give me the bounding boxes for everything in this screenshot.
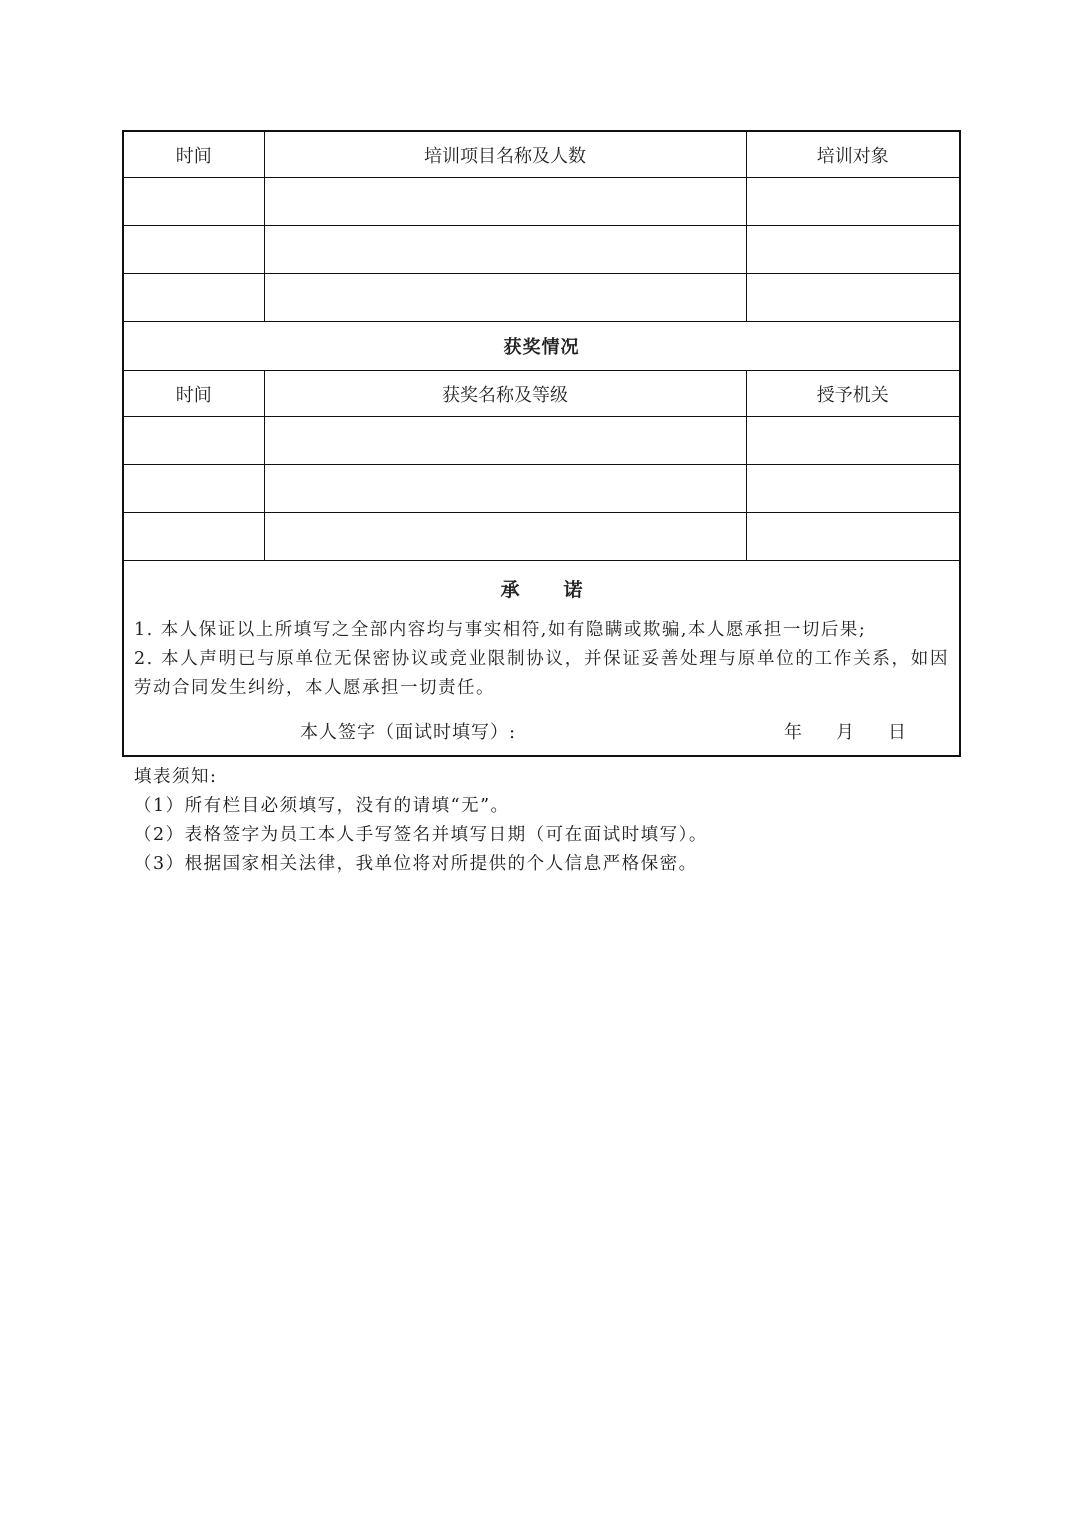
note-item: （1）所有栏目必须填写，没有的请填“无”。 (134, 796, 510, 816)
awards-section-title: 获奖情况 (123, 322, 960, 371)
training-target-cell[interactable] (746, 274, 960, 322)
training-row (123, 226, 960, 274)
awards-section-row (123, 322, 960, 371)
training-target-cell[interactable] (746, 226, 960, 274)
training-header-time: 时间 (123, 131, 264, 178)
awards-authority-cell[interactable] (746, 417, 960, 465)
pledge-title (124, 575, 959, 602)
training-header-row (123, 131, 960, 178)
awards-name-cell[interactable] (264, 417, 746, 465)
date-year-label: 年 (784, 722, 803, 743)
awards-time-cell[interactable] (123, 513, 264, 561)
date-month-label: 月 (836, 722, 855, 743)
awards-time-cell[interactable] (123, 465, 264, 513)
date-day-label: 日 (888, 722, 907, 743)
training-row (123, 274, 960, 322)
awards-row (123, 513, 960, 561)
pledge-item: 2. 本人声明已与原单位无保密协议或竞业限制协议，并保证妥善处理与原单位的工作关系，如因劳动合同发生纠纷，本人愿承担一切责任。 (134, 649, 949, 698)
pledge-block (124, 561, 959, 755)
training-header-target: 培训对象 (746, 131, 960, 178)
awards-header-row (123, 371, 960, 417)
training-target-cell[interactable] (746, 178, 960, 226)
training-time-cell[interactable] (123, 274, 264, 322)
training-row (123, 178, 960, 226)
awards-time-cell[interactable] (123, 417, 264, 465)
awards-authority-cell[interactable] (746, 513, 960, 561)
pledge-row (123, 561, 960, 757)
signature-label: 本人签字（面试时填写）: (300, 722, 517, 743)
awards-row (123, 417, 960, 465)
note-item: （3）根据国家相关法律，我单位将对所提供的个人信息严格保密。 (134, 854, 698, 874)
training-time-cell[interactable] (123, 178, 264, 226)
training-project-cell[interactable] (264, 178, 746, 226)
training-time-cell[interactable] (123, 226, 264, 274)
awards-name-cell[interactable] (264, 513, 746, 561)
training-project-cell[interactable] (264, 274, 746, 322)
pledge-cell (123, 561, 960, 757)
training-header-project: 培训项目名称及人数 (264, 131, 746, 178)
awards-header-authority: 授予机关 (746, 371, 960, 417)
pledge-item: 1. 本人保证以上所填写之全部内容均与事实相符,如有隐瞒或欺骗,本人愿承担一切后果; (134, 620, 867, 640)
awards-authority-cell[interactable] (746, 465, 960, 513)
awards-row (123, 465, 960, 513)
pledge-title-char: 承 (500, 579, 520, 601)
awards-header-time: 时间 (123, 371, 264, 417)
filling-instructions (134, 763, 708, 879)
awards-name-cell[interactable] (264, 465, 746, 513)
training-project-cell[interactable] (264, 226, 746, 274)
pledge-title-char: 诺 (563, 579, 583, 601)
application-form-table (122, 130, 961, 757)
notes-heading: 填表须知: (134, 767, 218, 787)
pledge-items (134, 616, 949, 703)
note-item: （2）表格签字为员工本人手写签名并填写日期（可在面试时填写）。 (134, 825, 708, 845)
awards-header-name: 获奖名称及等级 (264, 371, 746, 417)
